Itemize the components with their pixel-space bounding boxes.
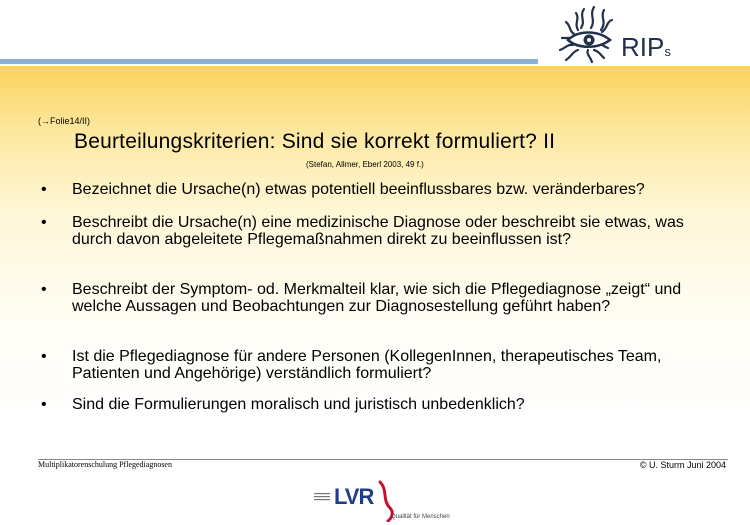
list-item-text: Beschreibt der Symptom- od. Merkmalteil klar, wie sich die Pflegediagnose „zeigt“ und welche Aussagen und Beobachtungen zur Diagnosestellung geführt haben?	[72, 281, 682, 315]
lvr-tagline: Qualität für Menschen	[391, 514, 450, 520]
page-title: Beurteilungskriterien: Sind sie korrekt formuliert? II	[74, 130, 556, 153]
list-item-text: Bezeichnet die Ursache(n) etwas potentiell beeinflussbares bzw. veränderbares?	[72, 181, 645, 198]
bullet: •	[41, 281, 47, 298]
list-item-text: Sind die Formulierungen moralisch und juristisch unbedenklich?	[72, 396, 525, 413]
slide-reference: (→Folie14/II)	[38, 116, 91, 126]
lvr-logo-text: LVR	[334, 484, 374, 509]
footer-copyright: © U. Sturm Juni 2004	[639, 460, 726, 470]
list-item	[38, 281, 728, 315]
list-item	[38, 348, 728, 382]
bullet: •	[41, 396, 47, 413]
citation: (Stefan, Allmer, Eberl 2003, 49 f.)	[306, 160, 424, 169]
bullet: •	[41, 348, 47, 365]
list-item	[38, 396, 525, 413]
list-item-text: Beschreibt die Ursache(n) eine medizinische Diagnose oder beschreibt sie etwas, was durch davon abgeleitete Pflegemaßnahmen direkt zu beeinflussen ist?	[72, 214, 684, 248]
footer-left: Multiplikatorenschulung Pflegediagnosen	[38, 460, 172, 469]
rips-logo-text: RIPs	[621, 32, 671, 62]
list-item	[38, 214, 728, 248]
list-item-text: Ist die Pflegediagnose für andere Personen (KollegenInnen, therapeutisches Team, Patienten und Angehörige) verständlich formuliert?	[72, 348, 662, 382]
bullet: •	[41, 214, 47, 231]
bullet: •	[41, 181, 47, 198]
list-item	[38, 181, 645, 198]
header-stripe	[0, 59, 538, 64]
